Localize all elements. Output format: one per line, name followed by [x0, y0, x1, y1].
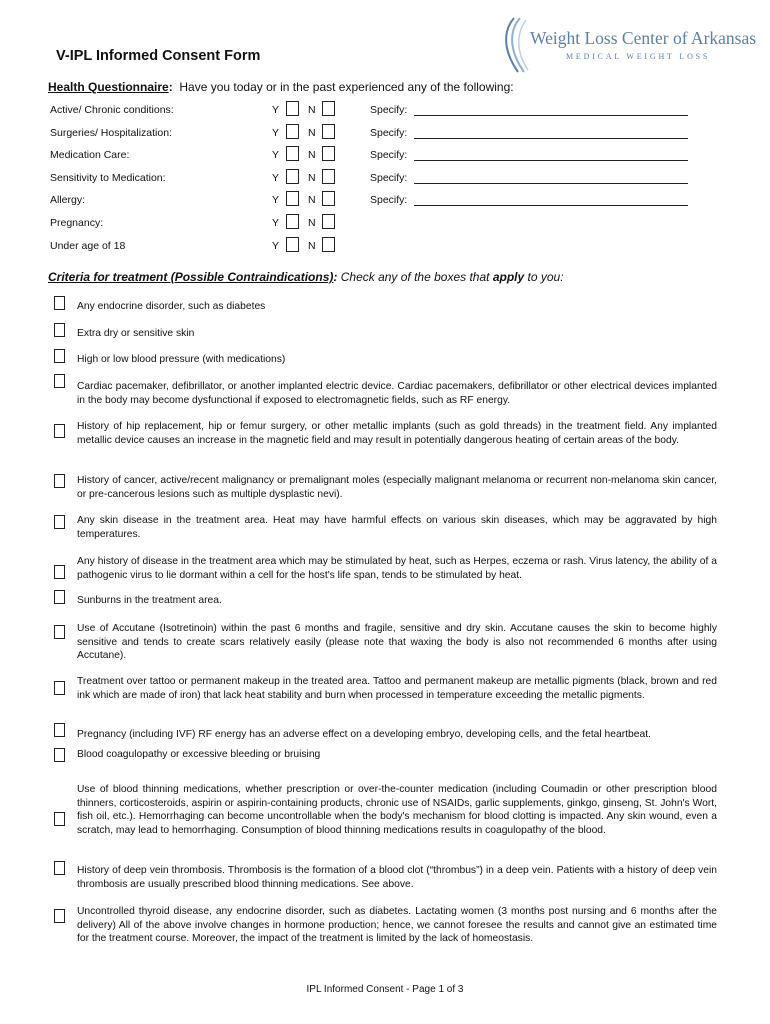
yes-label: Y	[272, 217, 280, 229]
criteria-text: Uncontrolled thyroid disease, any endocrine disorder, such as diabetes. Lactating women (3 months post nursing and 6 months after the delivery) All of the above involve changes in hormone production; hence, we cannot foresee the results and cannot give an estimated time for the treatment course. Moreover, the impact of the treatment is limited by the lack of homeostasis.	[77, 906, 717, 944]
questionnaire-row	[50, 237, 710, 255]
yes-label: Y	[272, 240, 280, 252]
yes-label: Y	[272, 127, 280, 139]
specify-label: Specify:	[370, 127, 408, 139]
no-checkbox[interactable]	[322, 124, 335, 139]
specify-input-line[interactable]	[414, 115, 688, 116]
yes-label: Y	[272, 194, 280, 206]
criteria-checkbox[interactable]	[54, 748, 65, 762]
health-questionnaire-label: Health Questionnaire	[48, 80, 169, 94]
yes-label: Y	[272, 149, 280, 161]
yes-checkbox[interactable]	[286, 237, 299, 252]
yes-label: Y	[272, 172, 280, 184]
condition-label: Under age of 18	[50, 240, 126, 252]
clinic-name: Weight Loss Center of Arkansas	[530, 28, 757, 48]
criteria-text: Extra dry or sensitive skin	[77, 328, 195, 339]
no-label: N	[308, 217, 316, 229]
no-label: N	[308, 194, 316, 206]
no-checkbox[interactable]	[322, 237, 335, 252]
questionnaire-row	[50, 146, 710, 164]
no-label: N	[308, 104, 316, 116]
criteria-checkbox[interactable]	[54, 374, 65, 388]
specify-input-line[interactable]	[414, 138, 688, 139]
criteria-checkbox[interactable]	[54, 515, 65, 529]
criteria-text: History of deep vein thrombosis. Thrombosis is the formation of a blood clot (“thrombus”) in a deep vein. Patients with a history of deep vein thrombosis are usually prescribed blood thinning medications. See above.	[77, 865, 717, 890]
condition-label: Medication Care:	[50, 149, 130, 161]
criteria-checkbox[interactable]	[54, 474, 65, 488]
criteria-text: Sunburns in the treatment area.	[77, 595, 222, 606]
yes-checkbox[interactable]	[286, 124, 299, 139]
condition-label: Allergy:	[50, 194, 86, 206]
questionnaire-row	[50, 191, 710, 209]
criteria-text: Treatment over tattoo or permanent makeup in the treated area. Tattoo and permanent makeup are metallic pigments (black, brown and red ink which are made of iron) that lack heat stability and burn when processed in temperature exceeding the metallic pigments.	[77, 676, 717, 701]
criteria-checkbox[interactable]	[54, 296, 65, 310]
clinic-tagline: MEDICAL WEIGHT LOSS	[566, 52, 711, 61]
no-label: N	[308, 240, 316, 252]
specify-label: Specify:	[370, 104, 408, 116]
criteria-text: Any history of disease in the treatment area which may be stimulated by heat, such as Herpes, eczema or rash. Virus latency, the ability of a pathogenic virus to lie dormant within a cell for the host's life span, tends to be stimulated by heat.	[77, 556, 717, 581]
heading-colon: :	[168, 80, 173, 94]
specify-label: Specify:	[370, 172, 408, 184]
criteria-text: High or low blood pressure (with medications)	[77, 354, 286, 365]
yes-checkbox[interactable]	[286, 169, 299, 184]
questionnaire-row	[50, 214, 710, 232]
criteria-text: Pregnancy (including IVF) RF energy has an adverse effect on a developing embryo, developing cells, and the fetal heartbeat.	[77, 729, 651, 740]
criteria-text: Blood coagulopathy or excessive bleeding or bruising	[77, 749, 321, 760]
criteria-heading	[48, 270, 564, 284]
questionnaire-row	[50, 169, 710, 187]
criteria-prompt-bold: apply	[492, 270, 525, 284]
criteria-checkbox[interactable]	[54, 323, 65, 337]
swoosh-logo-icon	[500, 16, 534, 74]
criteria-checkbox[interactable]	[54, 861, 65, 875]
yes-checkbox[interactable]	[286, 101, 299, 116]
specify-input-line[interactable]	[414, 183, 688, 184]
criteria-text: Cardiac pacemaker, defibrillator, or another implanted electric device. Cardiac pacemakers, defibrillator or other electrical devices implanted in the body may become dysfunctional if exposed to electromagnetic fields, such as RF energy.	[77, 381, 717, 406]
page-footer: IPL Informed Consent - Page 1 of 3	[306, 984, 464, 995]
criteria-prompt-end: to you:	[524, 270, 564, 284]
criteria-checkbox[interactable]	[54, 590, 65, 604]
specify-input-line[interactable]	[414, 205, 688, 206]
specify-label: Specify:	[370, 194, 408, 206]
no-label: N	[308, 127, 316, 139]
criteria-label: Criteria for treatment (Possible Contraindications)	[48, 270, 334, 284]
no-checkbox[interactable]	[322, 214, 335, 229]
health-questionnaire-heading	[48, 80, 514, 94]
specify-label: Specify:	[370, 149, 408, 161]
questionnaire-row	[50, 124, 710, 142]
criteria-checkbox[interactable]	[54, 812, 65, 826]
specify-input-line[interactable]	[414, 160, 688, 161]
form-title: V-IPL Informed Consent Form	[56, 48, 261, 64]
criteria-text: Any endocrine disorder, such as diabetes	[77, 301, 266, 312]
criteria-colon: :	[333, 270, 338, 284]
criteria-prompt-start: Check any of the boxes that	[337, 270, 493, 284]
no-checkbox[interactable]	[322, 169, 335, 184]
condition-label: Sensitivity to Medication:	[50, 172, 166, 184]
criteria-text: Use of Accutane (Isotretinoin) within the past 6 months and fragile, sensitive and dry skin. Accutane causes the skin to become highly sensitive and tends to create scars relatively easily (please note that waxing the body is also not recommended 6 months after using Accutane).	[77, 623, 717, 661]
yes-checkbox[interactable]	[286, 146, 299, 161]
clinic-logo	[500, 16, 757, 74]
no-checkbox[interactable]	[322, 101, 335, 116]
criteria-checkbox[interactable]	[54, 909, 65, 923]
criteria-checkbox[interactable]	[54, 349, 65, 363]
condition-label: Active/ Chronic conditions:	[50, 104, 174, 116]
no-label: N	[308, 172, 316, 184]
criteria-checkbox[interactable]	[54, 625, 65, 639]
condition-label: Pregnancy:	[50, 217, 104, 229]
criteria-checkbox[interactable]	[54, 424, 65, 438]
yes-label: Y	[272, 104, 280, 116]
criteria-text: Use of blood thinning medications, whether prescription or over-the-counter medication (including Coumadin or other prescription blood thinners, corticosteroids, aspirin or aspirin-containing products, chronic use of NSAIDs, garlic supplements, ginkgo, ginseng, St. John's Wort, fish oil, etc.). Hemorrhaging can become uncontrollable when the body's mechanism for blood clotting is impacted. Any skin wound, even a scratch, may lead to hemorrhaging. Consumption of blood thinning medications results in coagulopathy of the blood.	[77, 784, 717, 836]
criteria-checkbox[interactable]	[54, 565, 65, 579]
criteria-checkbox[interactable]	[54, 681, 65, 695]
condition-label: Surgeries/ Hospitalization:	[50, 127, 172, 139]
criteria-text: History of hip replacement, hip or femur surgery, or other metallic implants (such as gold threads) in the treatment field. Any implanted metallic device causes an increase in the magnetic field and may result in potentially dangerous heating of certain areas of the body.	[77, 421, 717, 446]
questionnaire-row	[50, 101, 710, 119]
criteria-text: Any skin disease in the treatment area. Heat may have harmful effects on various skin diseases, which may be aggravated by high temperatures.	[77, 515, 717, 540]
criteria-checkbox[interactable]	[54, 723, 65, 737]
health-questionnaire-prompt: Have you today or in the past experienced any of the following:	[179, 80, 514, 94]
no-checkbox[interactable]	[322, 146, 335, 161]
yes-checkbox[interactable]	[286, 191, 299, 206]
no-label: N	[308, 149, 316, 161]
criteria-text: History of cancer, active/recent malignancy or premalignant moles (especially malignant melanoma or recurrent non-melanoma skin cancer, or pre-cancerous lesions such as multiple dysplastic nevi).	[77, 475, 717, 500]
yes-checkbox[interactable]	[286, 214, 299, 229]
no-checkbox[interactable]	[322, 191, 335, 206]
